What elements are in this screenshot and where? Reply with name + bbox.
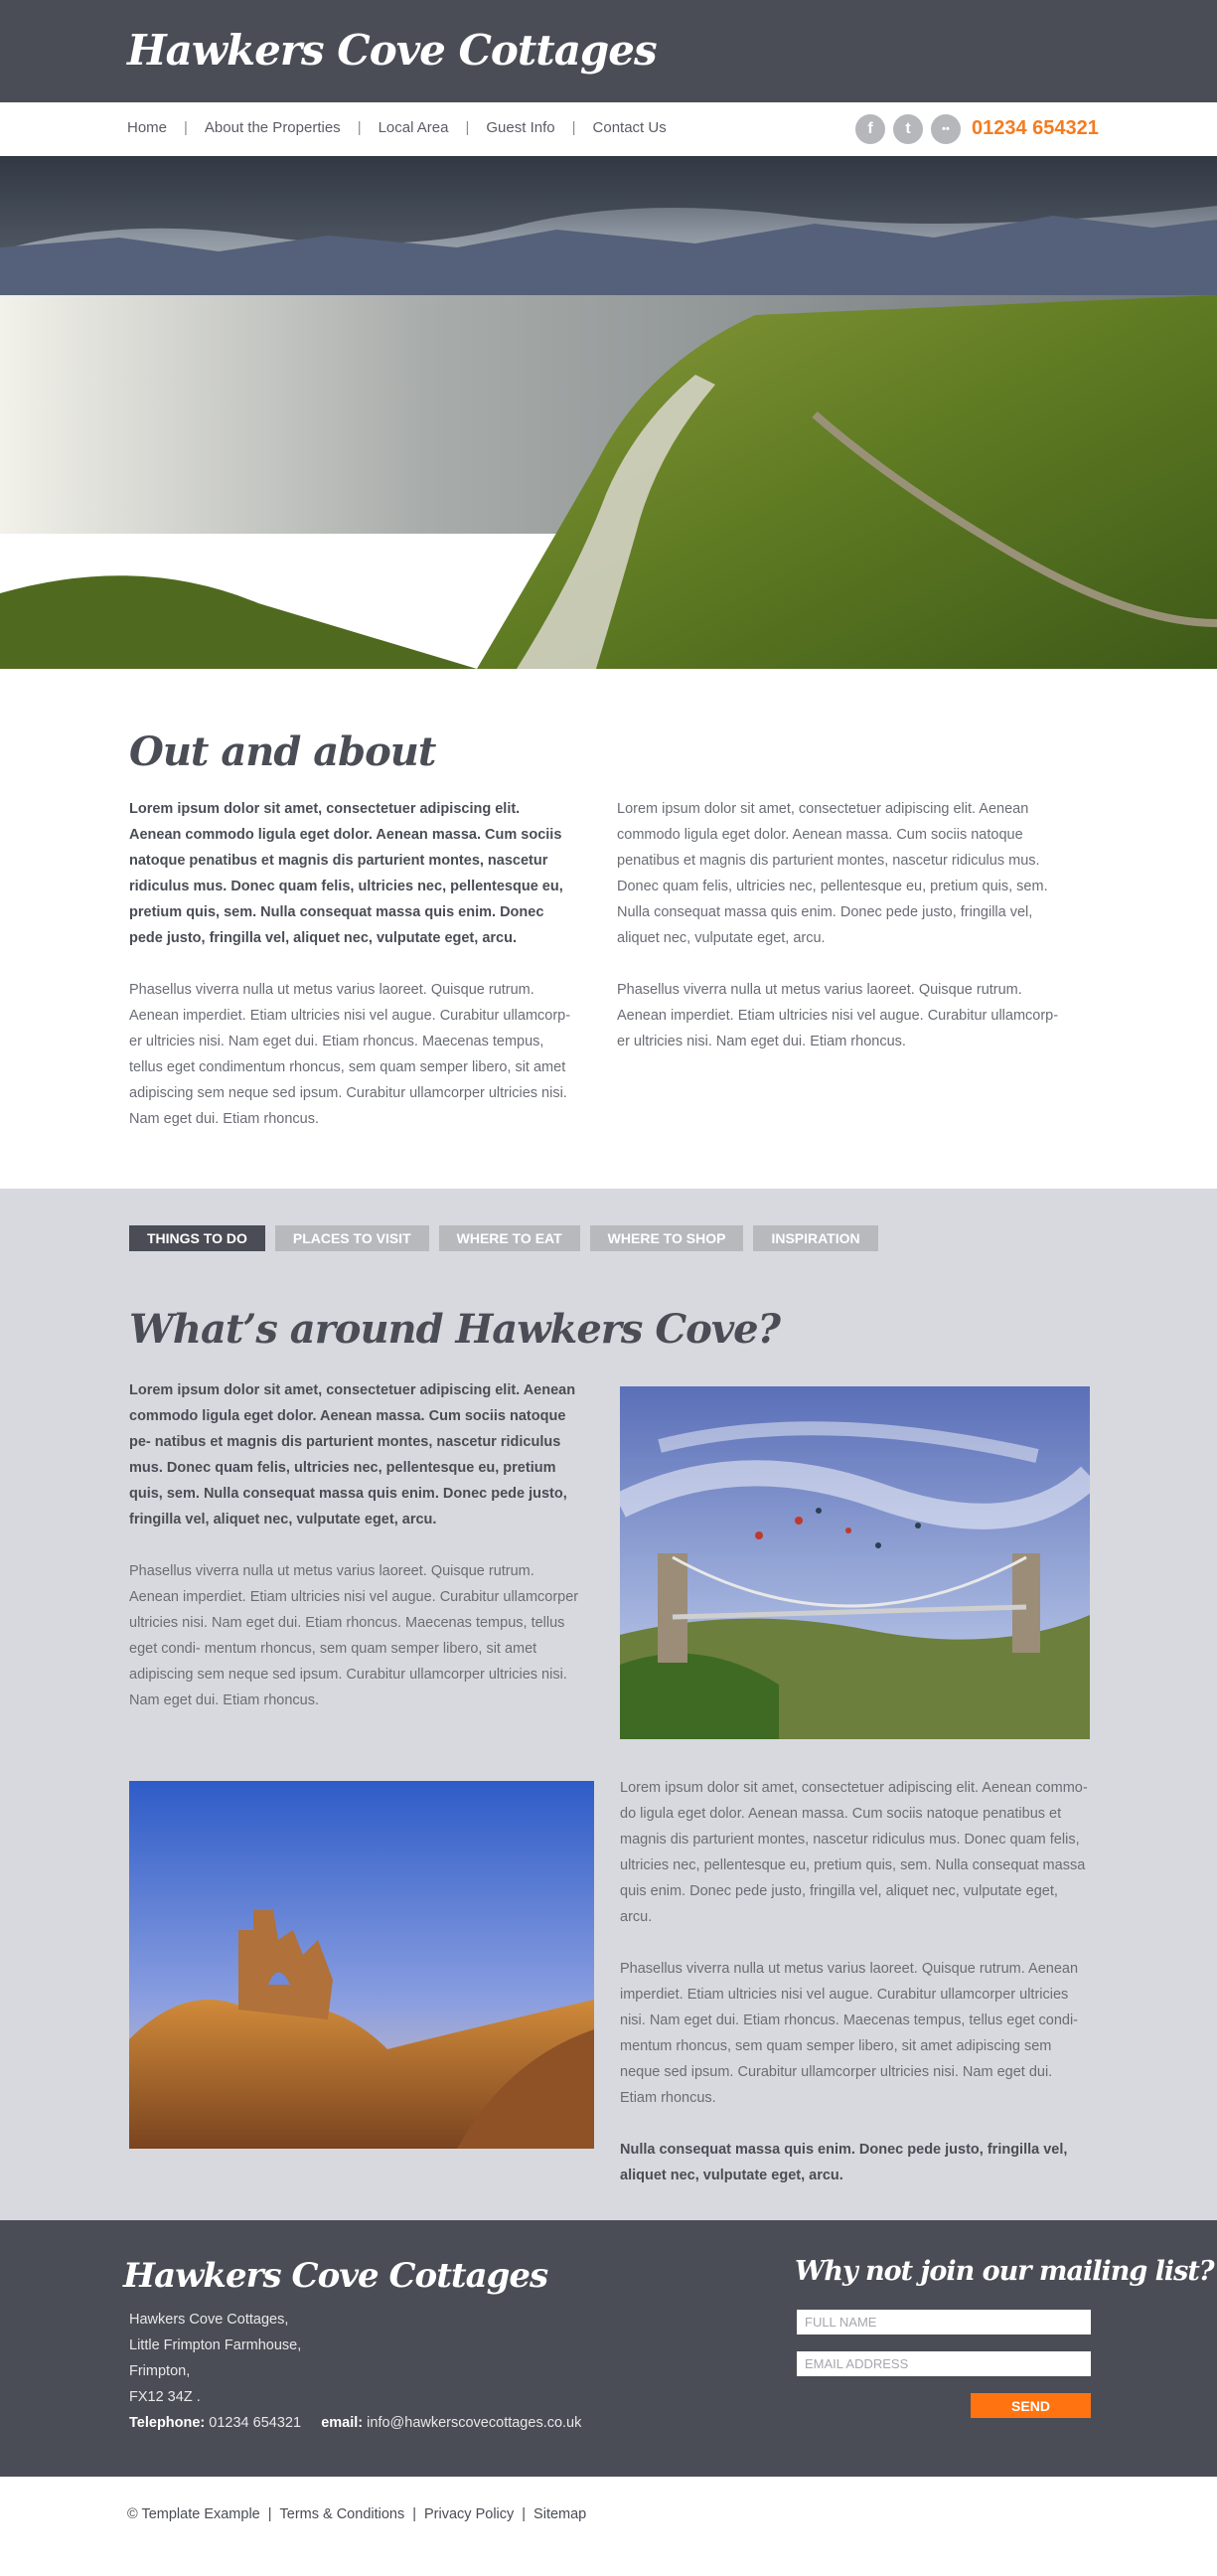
site-header (0, 0, 1217, 102)
bottom-bar (0, 2477, 1217, 2576)
contact-line (129, 2410, 581, 2436)
full-name-input[interactable] (797, 2310, 1091, 2334)
address-line: Hawkers Cove Cottages, (129, 2312, 289, 2328)
telephone-value[interactable]: 01234 654321 (209, 2415, 302, 2431)
bottom-separator: | (267, 2506, 272, 2522)
nav-separator: | (357, 119, 362, 136)
flickr-icon[interactable]: •• (931, 114, 961, 144)
privacy-policy-link[interactable]: Privacy Policy (424, 2506, 515, 2522)
coastal-landscape-illustration (0, 156, 1217, 669)
body-paragraph: Phasellus viverra nulla ut metus varius laoreet. Quisque rutrum. Aenean imperdiet. Etiam ultricies nisi vel augue. Curabitur ullamcorp- er ultricies nisi. Nam eget dui. Etiam rhoncus. Maecenas tempus, tellus eget condimentum rhoncus, sem quam semper libero, sit amet adipiscing sem neque sed ipsum. Curabitur ullamcorper ultricies nisi. Nam eget dui. Etiam rhoncus. (129, 982, 571, 1127)
out-and-about-section (0, 669, 1217, 1189)
hero-image (0, 156, 1217, 669)
nav-separator: | (571, 119, 576, 136)
body-paragraph: Phasellus viverra nulla ut metus varius laoreet. Quisque rutrum. Aenean imperdiet. Etiam ultricies nisi vel augue. Curabitur ullamcorper ultricies nisi. Nam eget dui. Etiam rhoncus. Maecenas tempus, tellus eget condi- mentum rhoncus, sem quam semper libero, sit amet adipiscing sem neque sed ipsum. Curabitur ullamcorper ultricies nisi. Nam eget dui. Etiam rhoncus. (129, 1563, 579, 1708)
phone-number[interactable]: 01234 654321 (972, 117, 1099, 139)
intro-bold-paragraph: Lorem ipsum dolor sit amet, consectetuer adipiscing elit. Aenean commodo ligula eget dolor. Aenean massa. Cum sociis natoque pe- natibus et magnis dis parturient montes, nascetur ridiculus mus. Donec quam felis, ultricies nec, pellentesque eu, pretium quis, sem. Nulla consequat massa quis enim. Donec pede justo, fringilla vel, aliquet nec, vulputate eget, arcu. (129, 1382, 576, 1528)
footer-address (129, 2307, 581, 2436)
tab-places-to-visit[interactable]: PLACES TO VISIT (275, 1225, 429, 1251)
mailing-list-title: Why not join our mailing list? (795, 2256, 1214, 2287)
suspension-bridge-photo (620, 1386, 1090, 1739)
site-logo[interactable]: Hawkers Cove Cottages (127, 26, 657, 75)
address-line: Frimpton, (129, 2363, 191, 2379)
site-footer (0, 2220, 1217, 2477)
tab-things-to-do[interactable]: THINGS TO DO (129, 1225, 265, 1251)
bridge-illustration (620, 1386, 1090, 1739)
social-links (855, 114, 961, 144)
nav-item-about-properties[interactable]: About the Properties (204, 119, 341, 136)
send-button[interactable]: SEND (971, 2393, 1091, 2418)
whats-around-left-column (129, 1377, 581, 1739)
closing-bold-paragraph: Nulla consequat massa quis enim. Donec pede justo, fringilla vel, aliquet nec, vulputate eget, arcu. (620, 2142, 1068, 2183)
body-paragraph: Phasellus viverra nulla ut metus varius laoreet. Quisque rutrum. Aenean imperdiet. Etiam ultricies nisi vel augue. Curabitur ullamcorper ultricies nisi. Nam eget dui. Etiam rhoncus. Maecenas tempus, tellus eget condi- mentum rhoncus, sem quam semper libero, sit amet adipiscing sem neque sed ipsum. Curabitur ullamcorper ultricies nisi. Nam eget dui. Etiam rhoncus. (620, 1961, 1079, 2106)
body-paragraph: Phasellus viverra nulla ut metus varius laoreet. Quisque rutrum. Aenean imperdiet. Etiam ultricies nisi vel augue. Curabitur ullamcorp- er ultricies nisi. Nam eget dui. Etiam rhoncus. (617, 982, 1059, 1049)
nav-item-local-area[interactable]: Local Area (378, 119, 449, 136)
section-title-whats-around: What’s around Hawkers Cove? (129, 1306, 780, 1353)
email-label: email: (321, 2415, 364, 2431)
copyright-text: © Template Example (127, 2506, 260, 2522)
sitemap-link[interactable]: Sitemap (533, 2506, 587, 2522)
whats-around-right-column (620, 1775, 1089, 2214)
body-paragraph: Lorem ipsum dolor sit amet, consectetuer adipiscing elit. Aenean commo- do ligula eget dolor. Aenean massa. Cum sociis natoque penatibus et magnis dis parturient montes, nascetur ridiculus mus. Donec quam felis, ultricies nec, pellentesque eu, pretium quis, sem. Nulla consequat massa quis enim. Donec pede justo, fringilla vel, aliquet nec, vulputate eget, arcu. (620, 1780, 1088, 1925)
email-address-input[interactable] (797, 2351, 1091, 2376)
body-paragraph: Lorem ipsum dolor sit amet, consectetuer adipiscing elit. Aenean commodo ligula eget dolor. Aenean massa. Cum sociis natoque penatibus et magnis dis parturient montes, nascetur ridiculus mus. Donec quam felis, ultricies nec, pellentesque eu, pretium quis, sem. Nulla consequat massa quis enim. Donec pede justo, fringilla vel, aliquet nec, vulputate eget, arcu. (617, 801, 1048, 946)
email-value[interactable]: info@hawkerscovecottages.co.uk (367, 2415, 582, 2431)
nav-item-contact-us[interactable]: Contact Us (592, 119, 667, 136)
intro-bold-paragraph: Lorem ipsum dolor sit amet, consectetuer adipiscing elit. Aenean commodo ligula eget dolor. Aenean massa. Cum sociis natoque penatibus et magnis dis parturient montes, nascetur ridiculus mus. Donec quam felis, ultricies nec, pellentesque eu, pretium quis, sem. Nulla consequat massa quis enim. Donec pede justo, fringilla vel, aliquet nec, vulputate eget, arcu. (129, 801, 563, 946)
terms-link[interactable]: Terms & Conditions (279, 2506, 405, 2522)
nav-item-guest-info[interactable]: Guest Info (486, 119, 555, 136)
nav-links (127, 119, 667, 136)
twitter-icon[interactable]: t (893, 114, 923, 144)
castle-illustration (129, 1781, 594, 2149)
bottom-links (127, 2506, 586, 2522)
main-nav (0, 102, 1217, 156)
tab-where-to-eat[interactable]: WHERE TO EAT (439, 1225, 580, 1251)
bottom-separator: | (522, 2506, 527, 2522)
nav-item-home[interactable]: Home (127, 119, 168, 136)
address-line: FX12 34Z . (129, 2389, 201, 2405)
whats-around-section (0, 1189, 1217, 2220)
out-and-about-left-column (129, 796, 571, 1158)
category-tabs (129, 1225, 878, 1251)
tab-where-to-shop[interactable]: WHERE TO SHOP (590, 1225, 744, 1251)
facebook-icon[interactable]: f (855, 114, 885, 144)
telephone-label: Telephone: (129, 2415, 206, 2431)
nav-separator: | (465, 119, 470, 136)
section-title-out-and-about: Out and about (129, 728, 436, 775)
ruined-castle-photo (129, 1781, 594, 2149)
tab-inspiration[interactable]: INSPIRATION (753, 1225, 877, 1251)
bottom-separator: | (412, 2506, 417, 2522)
footer-logo: Hawkers Cove Cottages (123, 2256, 548, 2296)
nav-separator: | (184, 119, 188, 136)
out-and-about-right-column (617, 796, 1059, 1080)
address-line: Little Frimpton Farmhouse, (129, 2337, 302, 2353)
